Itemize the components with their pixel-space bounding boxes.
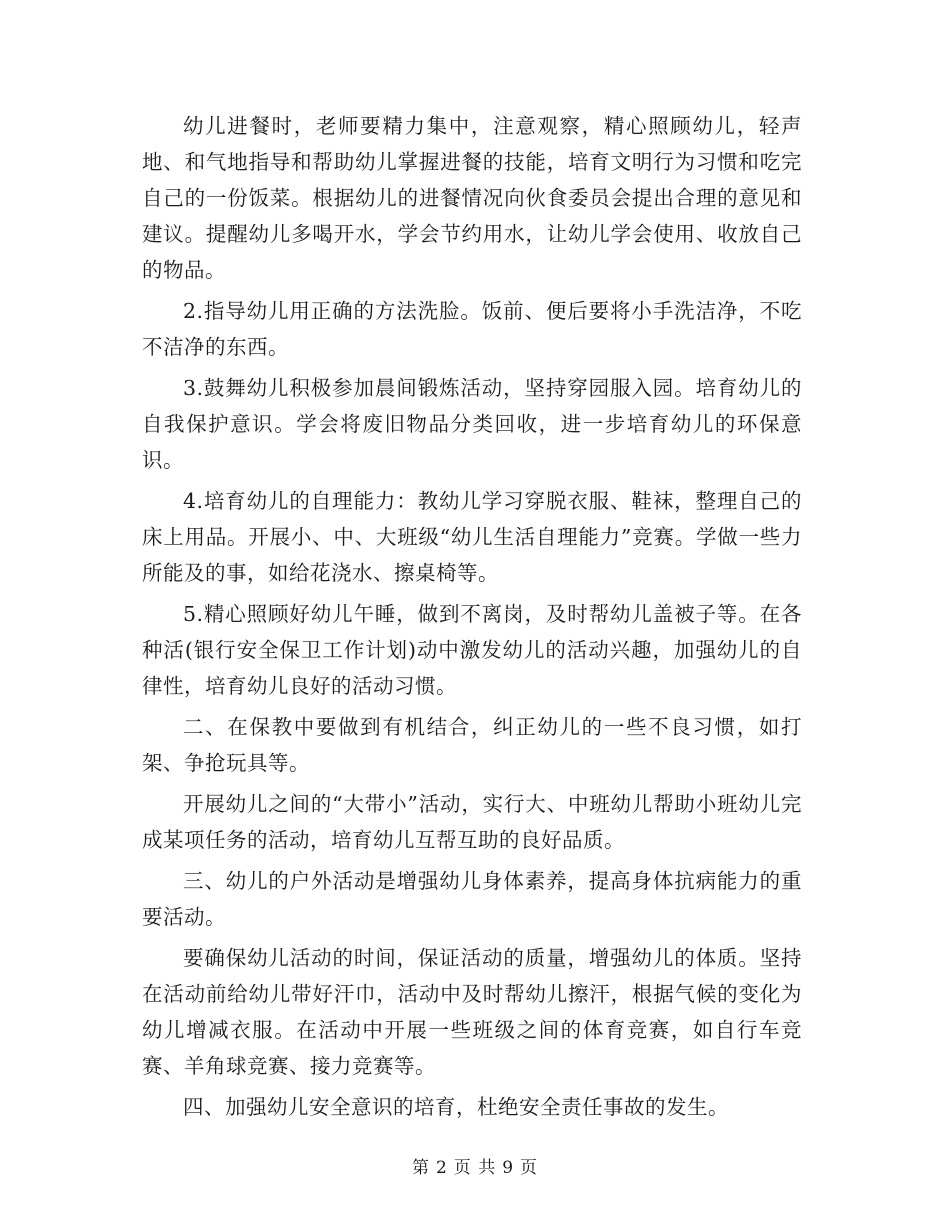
paragraph-4: 4.培育幼儿的自理能力：教幼儿学习穿脱衣服、鞋袜，整理自己的床上用品。开展小、中、大班级“幼儿生活自理能力”竞赛。学做一些力所能及的事，如给花浇水、擦桌椅等。 <box>142 489 802 585</box>
footer-prefix: 第 <box>411 1158 430 1178</box>
footer-middle: 页 共 <box>453 1158 497 1178</box>
paragraph-7: 开展幼儿之间的“大带小”活动，实行大、中班幼儿帮助小班幼儿完成某项任务的活动，培育幼儿互帮互助的良好品质。 <box>142 792 802 852</box>
paragraph-1: 幼儿进餐时，老师要精力集中，注意观察，精心照顾幼儿，轻声地、和气地指导和帮助幼儿掌握进餐的技能，培育文明行为习惯和吃完自己的一份饭菜。根据幼儿的进餐情况向伙食委员会提出合理的意见和建议。提醒幼儿多喝开水，学会节约用水，让幼儿学会使用、收放自己的物品。 <box>142 114 802 282</box>
footer-current-page: 2 <box>435 1158 448 1178</box>
paragraph-6: 二、在保教中要做到有机结合，纠正幼儿的一些不良习惯，如打架、争抢玩具等。 <box>142 715 802 775</box>
paragraph-9: 要确保幼儿活动的时间，保证活动的质量，增强幼儿的体质。坚持在活动前给幼儿带好汗巾，活动中及时帮幼儿擦汗，根据气候的变化为幼儿增减衣服。在活动中开展一些班级之间的体育竞赛，如自行车竞赛、羊角球竞赛、接力竞赛等。 <box>142 946 802 1078</box>
paragraph-5: 5.精心照顾好幼儿午睡，做到不离岗，及时帮幼儿盖被子等。在各种活(银行安全保卫工作计划)动中激发幼儿的活动兴趣，加强幼儿的自律性，培育幼儿良好的活动习惯。 <box>142 602 802 698</box>
paragraph-2: 2.指导幼儿用正确的方法洗脸。饭前、便后要将小手洗洁净，不吃不洁净的东西。 <box>142 299 802 359</box>
paragraph-10: 四、加强幼儿安全意识的培育，杜绝安全责任事故的发生。 <box>183 1095 729 1119</box>
paragraph-3: 3.鼓舞幼儿积极参加晨间锻炼活动，坚持穿园服入园。培育幼儿的自我保护意识。学会将废旧物品分类回收，进一步培育幼儿的环保意识。 <box>142 376 802 472</box>
footer-total-pages: 9 <box>502 1158 515 1178</box>
paragraph-8: 三、幼儿的户外活动是增强幼儿身体素养，提高身体抗病能力的重要活动。 <box>142 869 802 929</box>
footer-suffix: 页 <box>520 1158 539 1178</box>
document-body <box>142 108 802 1130</box>
page-footer <box>0 1153 950 1178</box>
